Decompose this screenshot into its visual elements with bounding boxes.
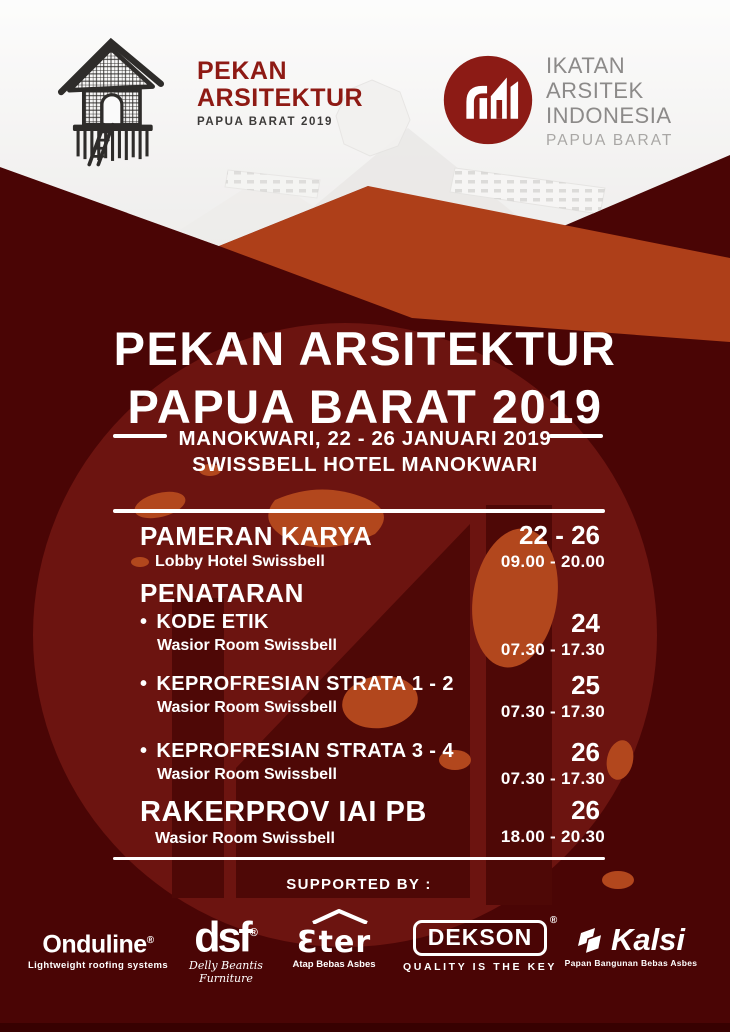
sponsor-logo-kalsi [558, 924, 704, 968]
schedule-title: RAKERPROV IAI PB [140, 795, 427, 828]
eter-wordmark: Ɛter [296, 925, 372, 960]
sponsor-logo-dekson [398, 915, 562, 973]
schedule-date: 24 [571, 607, 600, 638]
dekson-border-box [413, 915, 558, 956]
iai-logo-line3: INDONESIA [546, 103, 672, 128]
schedule-date: 22 - 26 [519, 519, 600, 550]
schedule-date: 26 [571, 736, 600, 767]
sponsor-logo-dsf [166, 912, 286, 985]
registered-mark-icon: ® [146, 935, 154, 946]
iai-logo-icon [441, 53, 535, 147]
sponsor-logo-onduline [23, 928, 173, 971]
poster-title-line1: PEKAN ARSITEKTUR [113, 322, 617, 375]
divider-top [113, 509, 605, 513]
bullet-icon: • [140, 610, 148, 633]
event-logo-line2: ARSITEKTUR [197, 84, 364, 112]
schedule-section-title: PENATARAN [140, 577, 304, 608]
registered-mark-icon: ® [549, 915, 558, 926]
iai-logo-line2: ARSITEK [546, 78, 644, 103]
eter-tagline: Atap Bebas Asbes [292, 959, 376, 970]
registered-mark-icon: ® [249, 927, 258, 939]
poster-title [0, 320, 730, 436]
poster-title-line2: PAPUA BARAT 2019 [127, 380, 603, 433]
schedule-title: KEPROFRESIAN STRATA 3 - 4 [156, 739, 454, 762]
onduline-wordmark: Onduline [42, 930, 147, 959]
supported-by-label: SUPPORTED BY : [286, 876, 432, 893]
dekson-tagline: QUALITY IS THE KEY [403, 961, 557, 973]
schedule-section-penataran [113, 579, 605, 607]
event-logo-line1: PEKAN [197, 57, 288, 85]
schedule-venue: Lobby Hotel Swissbell [155, 552, 325, 570]
treehouse-logo-icon [55, 34, 167, 170]
schedule-venue: Wasior Room Swissbell [157, 698, 337, 716]
roof-icon [309, 908, 373, 924]
schedule-time: 07.30 - 17.30 [500, 701, 605, 721]
sponsor-logo-eter [274, 908, 394, 970]
schedule-row-strata-3-4 [113, 736, 605, 789]
schedule-row-strata-1-2 [113, 669, 605, 722]
schedule-title: KODE ETIK [156, 610, 269, 633]
schedule-time: 07.30 - 17.30 [500, 768, 605, 788]
subtitle-date-location: MANOKWARI, 22 - 26 JANUARI 2019 [178, 427, 552, 450]
schedule-title: KEPROFRESIAN STRATA 1 - 2 [156, 672, 454, 695]
schedule-list [113, 509, 605, 893]
schedule-venue: Wasior Room Swissbell [157, 765, 337, 783]
schedule-row-rakerprov [113, 794, 605, 849]
subtitle-venue: SWISSBELL HOTEL MANOKWARI [192, 453, 538, 476]
bottom-strip [0, 1023, 730, 1032]
kalsi-tagline: Papan Bangunan Bebas Asbes [564, 958, 698, 968]
bullet-icon: • [140, 672, 148, 695]
schedule-title: PAMERAN KARYA [140, 520, 373, 551]
dsf-wordmark: dsf [194, 913, 250, 962]
event-logo-subtitle: PAPUA BARAT 2019 [197, 116, 333, 128]
onduline-tagline: Lightweight roofing systems [27, 960, 169, 972]
dekson-wordmark: DEKSON [427, 924, 533, 950]
schedule-row-pameran [113, 519, 605, 572]
schedule-date: 25 [571, 669, 600, 700]
schedule-venue: Wasior Room Swissbell [155, 829, 335, 847]
schedule-row-kode-etik [113, 607, 605, 660]
schedule-venue: Wasior Room Swissbell [157, 636, 337, 654]
event-logo-text [197, 58, 363, 128]
schedule-date: 26 [571, 794, 600, 825]
iai-logo-text [546, 53, 673, 150]
kalsi-boards-icon [577, 924, 605, 956]
divider-bottom [113, 857, 605, 861]
bullet-icon: • [140, 739, 148, 762]
iai-logo-line1: IKATAN [546, 53, 626, 78]
schedule-time: 07.30 - 17.30 [500, 639, 605, 659]
iai-logo-subtitle: PAPUA BARAT [546, 132, 674, 149]
poster-subtitle [0, 426, 730, 478]
dsf-tagline: Delly Beantis Furniture [189, 959, 263, 986]
kalsi-wordmark: Kalsi [610, 922, 686, 957]
schedule-time: 18.00 - 20.30 [500, 826, 605, 846]
schedule-time: 09.00 - 20.00 [500, 551, 605, 571]
